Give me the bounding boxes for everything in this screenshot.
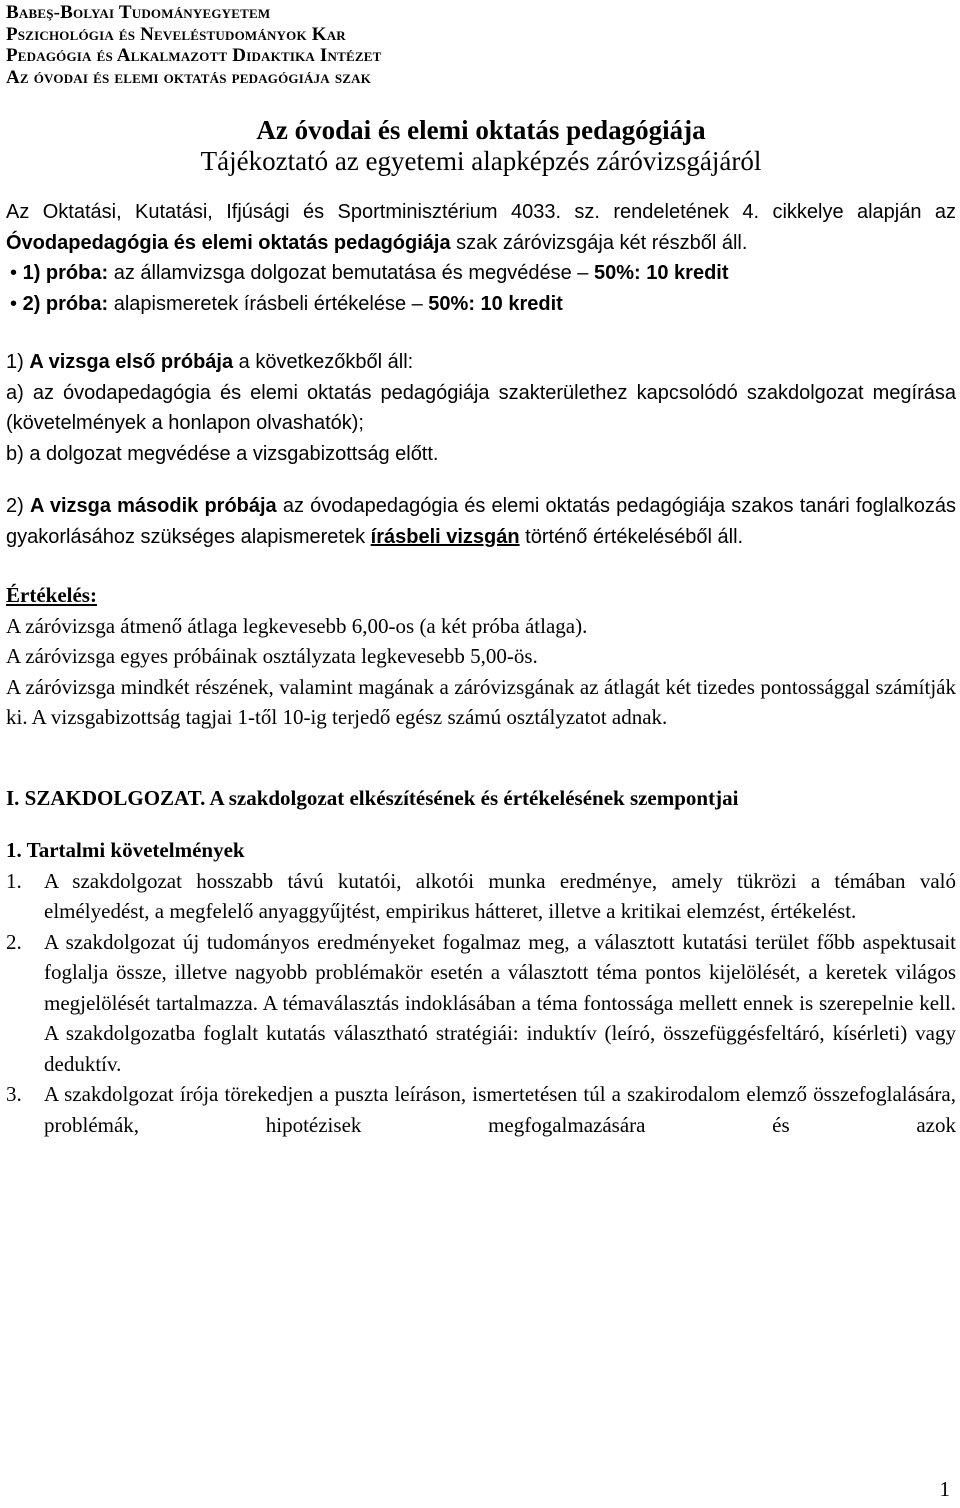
probe-item: • 1) próba: az államvizsga dolgozat bemutatása és megvédése – 50%: 10 kredit: [10, 262, 729, 284]
program-emphasis: Óvodapedagógia és elemi oktatás pedagógiája: [6, 231, 451, 254]
section-subtitle: 1. Tartalmi követelmények: [6, 838, 245, 862]
second-probe-paragraph: 2) A vizsga második próbája az óvodapedagógia és elemi oktatás pedagógiája szakos tanári foglalkozás gyakorlásához szükséges alapismeretek írásbeli vizsgán történő értékeléséből áll.: [6, 495, 956, 548]
probe-list: [6, 258, 956, 319]
section-title: I. SZAKDOLGOZAT. A szakdolgozat elkészítésének és értékelésének szempontjai: [6, 785, 739, 810]
list-item: 3. A szakdolgozat írója törekedjen a puszta leíráson, ismertetésen túl a szakirodalom elemző összefoglalására, problémák, hipotézisek megfogalmazására és azok: [6, 1082, 956, 1137]
list-item: 2. A szakdolgozat új tudományos eredményeket fogalmaz meg, a választott kutatási terület főbb aspektusait foglalja össze, illetve nagyobb problémakör esetén a választott téma pontos kijelölését, a keretek világos megjelölését tartalmazza. A témaválasztás indoklásában a téma fontossága mellett ennek is szerepelnie kell. A szakdolgozatba foglalt kutatás választható stratégiái: induktív (leíró, összefüggésfeltáró, kísérleti) vagy deduktív.: [6, 929, 956, 1076]
evaluation-heading: Értékelés:: [6, 583, 97, 607]
first-probe-section: [6, 347, 956, 469]
faculty-name: Pszichológia és Neveléstudományok Kar: [6, 23, 346, 45]
document-subtitle: Tájékoztató az egyetemi alapképzés záróvizsgájáról: [200, 146, 762, 176]
first-probe-heading: 1) A vizsga első próbája a következőkből áll:: [6, 351, 414, 373]
evaluation-line: A záróvizsga átmenő átlaga legkevesebb 6,00-os (a két próba átlaga).: [6, 613, 588, 638]
evaluation-section: [6, 580, 956, 733]
first-probe-a: a) az óvodapedagógia és elemi oktatás pedagógiája szakterülethez kapcsolódó szakdolgozat megírása (követelmények a honlapon olvashatók);: [6, 381, 956, 434]
evaluation-line: A záróvizsga mindkét részének, valamint magának a záróvizsgának az átlagát két tizedes pontossággal számítják ki. A vizsgabizottság tagjai 1-től 10-ig terjedő egész számú osztályzatot adnak.: [6, 674, 956, 729]
probe-item: • 2) próba: alapismeretek írásbeli értékelése – 50%: 10 kredit: [10, 292, 563, 315]
evaluation-line: A záróvizsga egyes próbáinak osztályzata legkevesebb 5,00-ös.: [6, 644, 538, 668]
document-heading: [6, 115, 956, 177]
institute-name: Pedagógia és Alkalmazott Didaktika Intézet: [6, 45, 382, 66]
requirements-list: [6, 866, 956, 1141]
program-name: Az óvodai és elemi oktatás pedagógiája szak: [6, 66, 372, 88]
institution-header: [6, 2, 956, 88]
first-probe-b: b) a dolgozat megvédése a vizsgabizottság előtt.: [6, 442, 439, 465]
list-item: 1. A szakdolgozat hosszabb távú kutatói, alkotói munka eredménye, amely tükrözi a témában való elmélyedést, a megfelelő anyaggyűjtést, empirikus hátteret, illetve a kritikai elemzést, értékelést.: [6, 868, 956, 923]
university-name: Babeş-Bolyai Tudományegyetem: [6, 2, 271, 23]
page-number: 1: [939, 1476, 950, 1501]
document-title: Az óvodai és elemi oktatás pedagógiája: [256, 115, 706, 145]
intro-paragraph: Az Oktatási, Kutatási, Ifjúsági és Sportminisztérium 4033. sz. rendeletének 4. cikkelye alapján az Óvodapedagógia és elemi oktatás pedagógiája szak záróvizsgája két részből áll.: [6, 201, 956, 254]
